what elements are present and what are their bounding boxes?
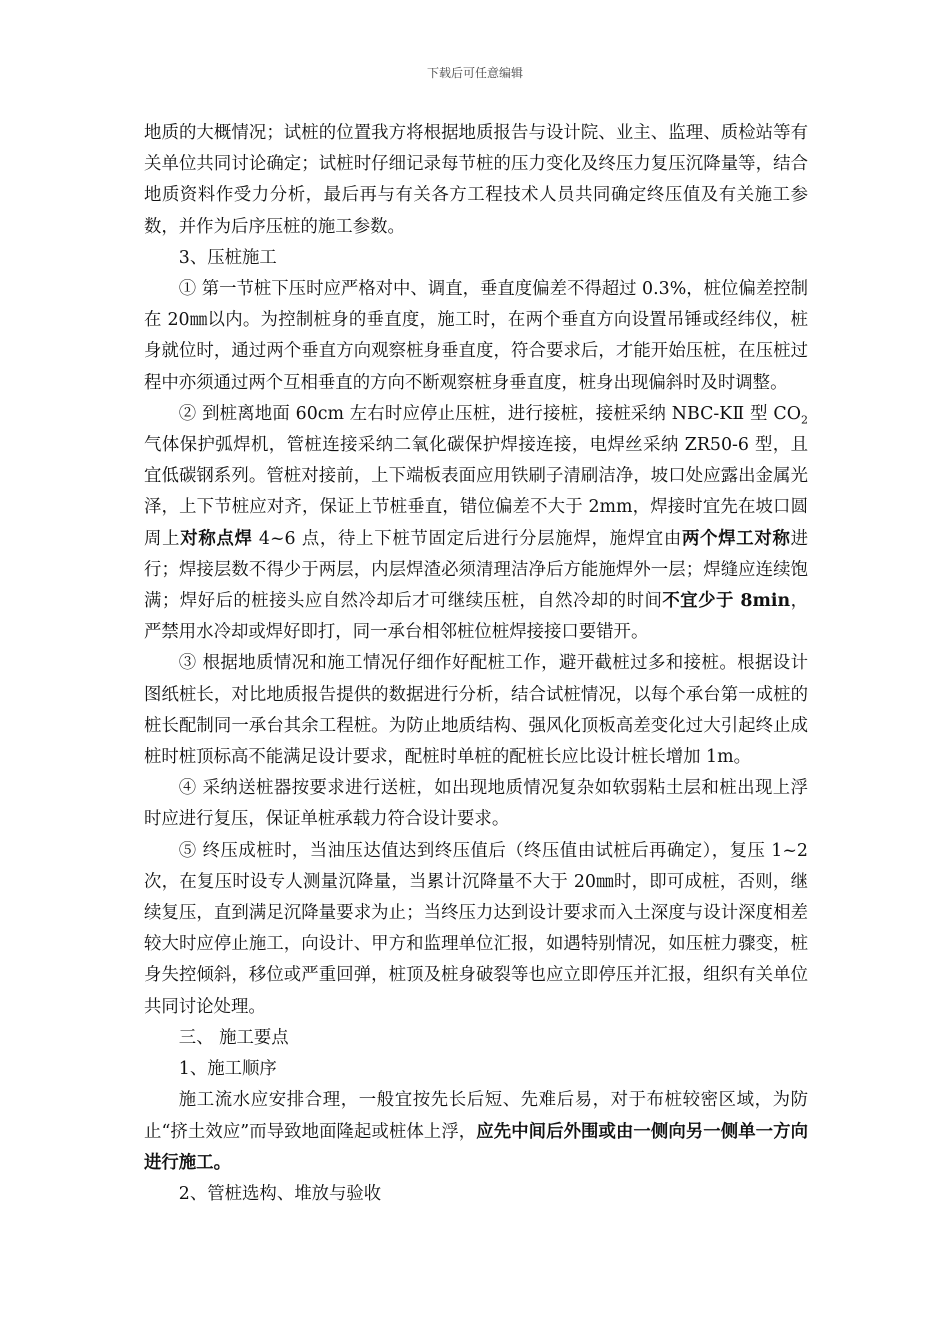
step-2-text-c: 4~6 点，待上下桩节固定后进行分层施焊，施焊宜由: [252, 528, 682, 549]
step-2-text-a: ② 到桩离地面 60cm 左右时应停止压桩，进行接桩，接桩采纳 NBC-KⅡ 型 CO: [178, 403, 801, 424]
paragraph-step-1: ① 第一节桩下压时应严格对中、调直，垂直度偏差不得超过 0.3%，桩位偏差控制在 20㎜以内。为控制桩身的垂直度，施工时，在两个垂直方向设置吊锤或经纬仪，桩身就位时，通过两个垂直方向观察桩身垂直度，符合要求后，才能开始压桩，在压桩过程中亦须通过两个互相垂直的方向不断观察桩身垂直度，桩身出现偏斜时及时调整。: [144, 279, 808, 393]
bold-symmetric-spot-weld: 对称点焊: [180, 528, 253, 549]
co2-subscript: 2: [801, 413, 808, 427]
sequence-text: 施工流水应安排合理，一般宜按先长后短、先难后易，对于布桩较密区域，为防止“挤土效应”而导致地面隆起或桩体上浮，: [144, 1090, 808, 1142]
paragraph-step-5: ⑤ 终压成桩时，当油压达值达到终压值后（终压值由试桩后再确定），复压 1~2 次，在复压时设专人测量沉降量，当累计沉降量不大于 20㎜时，即可成桩，否则，继续复压，直到满足沉降量要求为止；当终压力达到设计要求而入土深度与设计深度相差较大时应停止施工，向设计、甲方和监理单位汇报，如遇特别情况，如压桩力骤变，桩身失控倾斜，移位或严重回弹，桩顶及桩身破裂等也应立即停压并汇报，组织有关单位共同讨论处理。: [144, 840, 808, 1017]
step-2-text-e: ，严禁用水冷却或焊好即打，同一承台相邻桩位桩焊接接口要错开。: [144, 591, 808, 643]
paragraph-step-2: [144, 399, 808, 649]
step-2-text-d: 进行；焊接层数不得少于两层，内层焊渣必须清理洁净后方能施焊外一层；焊缝应连续饱满；焊好后的桩接头应自然冷却后才可继续压桩，自然冷却的时间: [144, 528, 808, 612]
heading-pile-selection: 2、管桩选构、堆放与验收: [178, 1183, 382, 1204]
step-2-text-b: 气体保护弧焊机，管桩连接采纳二氧化碳保护焊接连接，电焊丝采纳 ZR50-6 型，且宜低碳钢系列。管桩对接前，上下端板表面应用铁刷子清刷洁净，坡口处应露出金属光泽，上下节桩应对齐，保证上节桩垂直，错位偏差不大于 2mm，焊接时宜先在坡口圆周上: [144, 435, 808, 549]
bold-cooling-time: 不宜少于 8min: [662, 591, 791, 612]
heading-pile-pressing: 3、压桩施工: [178, 247, 277, 268]
bold-two-welders: 两个焊工对称: [681, 528, 791, 549]
paragraph-step-4: ④ 采纳送桩器按要求进行送桩，如出现地质情况复杂如软弱粘土层和桩出现上浮时应进行复压，保证单桩承载力符合设计要求。: [144, 778, 808, 830]
paragraph-step-3: ③ 根据地质情况和施工情况仔细作好配桩工作，避开截桩过多和接桩。根据设计图纸桩长，对比地质报告提供的数据进行分析，结合试桩情况，以每个承台第一成桩的桩长配制同一承台其余工程桩。为防止地质结构、强风化顶板高差变化过大引起终止成桩时桩顶标高不能满足设计要求，配桩时单桩的配桩长应比设计桩长增加 1m。: [144, 653, 808, 768]
document-body: [144, 118, 808, 1210]
heading-construction-points: 三、 施工要点: [178, 1027, 289, 1048]
page-header: 下载后可任意编辑: [426, 66, 523, 80]
bold-sequence-rule: 应先中间后外围或由一侧向另一侧单一方向进行施工。: [144, 1121, 808, 1173]
paragraph-pile-test: 地质的大概情况；试桩的位置我方将根据地质报告与设计院、业主、监理、质检站等有关单位共同讨论确定；试桩时仔细记录每节桩的压力变化及终压力复压沉降量等，结合地质资料作受力分析，最后再与有关各方工程技术人员共同确定终压值及有关施工参数，并作为后序压桩的施工参数。: [144, 123, 808, 237]
paragraph-sequence: [144, 1085, 808, 1179]
heading-construction-sequence: 1、施工顺序: [178, 1059, 277, 1080]
